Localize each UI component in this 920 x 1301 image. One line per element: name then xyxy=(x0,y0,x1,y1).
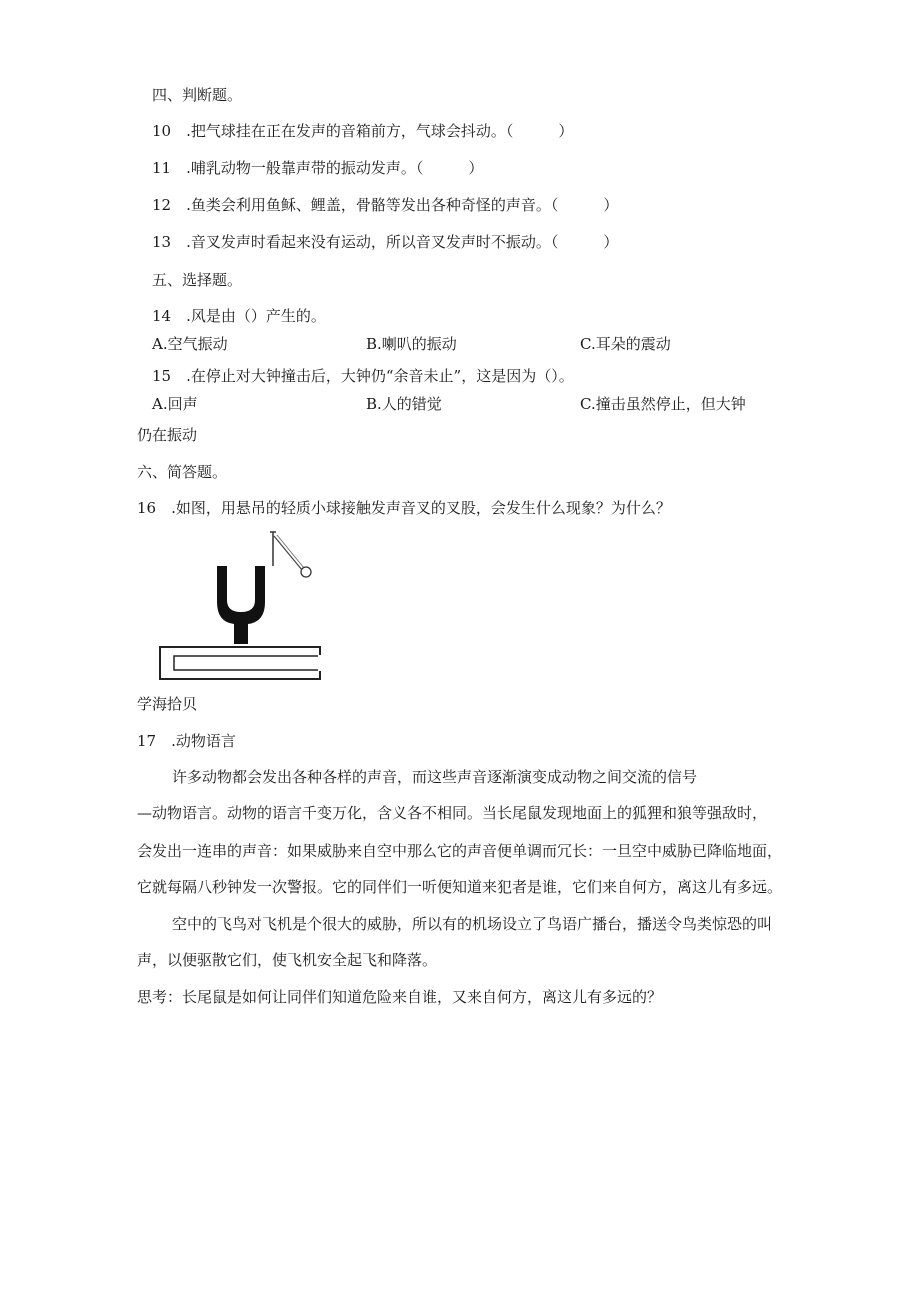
question-15-stem: 15 .在停止对大钟撞击后，大钟仍“余音未止”，这是因为（）。 xyxy=(152,367,574,385)
question-14-option-b: B.喇叭的振动 xyxy=(366,335,457,353)
question-15-option-c: C.撞击虽然停止，但大钟 xyxy=(580,395,746,413)
tuning-fork-figure xyxy=(156,530,326,685)
passage-line-2: —动物语言。动物的语言千变万化，含义各不相同。当长尾鼠发现地面上的狐狸和狼等强敌时， xyxy=(137,804,768,822)
question-15-option-a: A.回声 xyxy=(152,395,198,413)
question-15-option-b: B.人的错觉 xyxy=(366,395,442,413)
question-15-option-c-continuation: 仍在振动 xyxy=(137,426,198,444)
passage-line-5: 空中的飞鸟对飞机是个很大的威胁，所以有的机场设立了鸟语广播台，播送令鸟类惊恐的叫 xyxy=(172,915,773,933)
question-10: 10 .把气球挂在正在发声的音箱前方，气球会抖动。（ ） xyxy=(152,122,574,140)
passage-line-6: 声，以便驱散它们，使飞机安全起飞和降落。 xyxy=(137,951,438,969)
question-13: 13 .音叉发声时看起来没有运动，所以音叉发声时不振动。（ ） xyxy=(152,233,619,251)
section-6-heading: 六、简答题。 xyxy=(137,463,228,481)
question-12: 12 .鱼类会利用鱼稣、鲤盖，骨骼等发出各种奇怪的声音。（ ） xyxy=(152,196,619,214)
question-11: 11 .哺乳动物一般靠声带的振动发声。（ ） xyxy=(152,159,484,177)
question-17-title: 17 .动物语言 xyxy=(137,732,236,750)
pendulum-string-icon xyxy=(270,532,304,570)
question-17-prompt: 思考：长尾鼠是如何让同伴们知道危险来自谁，又来自何方，离这儿有多远的？ xyxy=(137,988,663,1006)
question-14-stem: 14 .风是由（）产生的。 xyxy=(152,307,326,325)
question-14-option-c: C.耳朵的震动 xyxy=(580,335,671,353)
light-ball-icon xyxy=(301,567,311,577)
section-5-heading: 五、选择题。 xyxy=(152,271,243,289)
tuning-fork-icon xyxy=(217,566,265,644)
passage-line-4: 它就每隔八秒钟发一次警报。它的同伴们一听便知道来犯者是谁，它们来自何方，离这儿有多远。 xyxy=(137,878,783,896)
question-16-stem: 16 .如图，用悬吊的轻质小球接触发声音叉的叉股，会发生什么现象？为什么？ xyxy=(137,499,671,517)
section-4-heading: 四、判断题。 xyxy=(152,86,243,104)
question-16-caption: 学海拾贝 xyxy=(137,695,198,713)
passage-line-3: 会发出一连串的声音：如果威胁来自空中那么它的声音便单调而冗长：一旦空中威胁已降临地面， xyxy=(137,842,783,860)
fork-stand-icon xyxy=(160,647,324,679)
passage-line-1: 许多动物都会发出各种各样的声音，而这些声音逐渐演变成动物之间交流的信号 xyxy=(172,768,698,786)
question-14-option-a: A.空气振动 xyxy=(152,335,228,353)
